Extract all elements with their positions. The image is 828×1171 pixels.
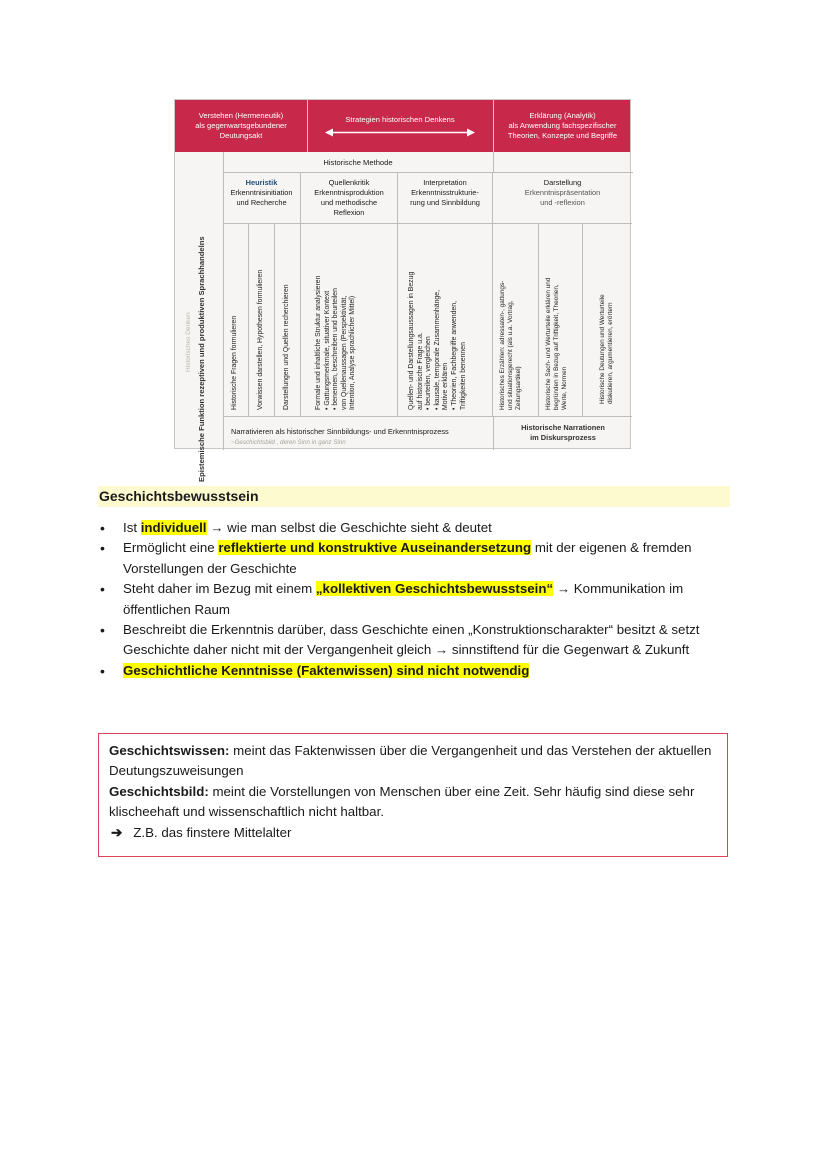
column-line: Historisches Erzählen: adressaten-, gattungs- [499, 280, 506, 410]
step-title: Quellenkritik [328, 178, 370, 187]
historical-thinking-figure [174, 99, 631, 482]
text-run: Beschreibt die Erkenntnis darüber, dass Geschichte einen „Konstruktionscharakter“ besitzt & setzt Geschichte daher nicht mit der Vergangenheit gleich → sinnstiftend für die Gegenwart & Zukunft [123, 622, 700, 658]
column-line: diskutieren, argumentieren, erörtern [607, 302, 614, 404]
step-interpretation [398, 172, 493, 224]
list-item [98, 518, 738, 538]
definition-geschichtsbild [109, 782, 717, 823]
handwritten-note: ~Geschichtsbild , deren Sinn in ganz Sinn [231, 439, 346, 446]
text-run: mit der eigenen & fremden Vorstellungen der Geschichte [123, 540, 692, 576]
column-line: • kausale, temporale Zusammenhänge, [433, 289, 441, 410]
text-run: → Kommunikation im öffentlichen Raum [123, 581, 684, 617]
text-run: Ist [123, 520, 141, 535]
column-text [599, 294, 615, 404]
highlight: reflektierte und konstruktive Auseinandersetzung [218, 540, 532, 556]
column-line: auf historische Frage u.a. [416, 332, 424, 410]
header-right-line: Erklärung (Analytik) [529, 111, 596, 120]
column-line: Quellen- und Darstellungsaussagen in Bezug [408, 271, 415, 410]
column-cell [539, 224, 583, 416]
footer-right-line: im Diskursprozess [530, 433, 596, 442]
example-text: Z.B. das finstere Mittelalter [133, 824, 292, 840]
column-line: Triftigkeiten benennen [459, 342, 467, 410]
definition: meint die Vorstellungen von Menschen über eine Zeit. Sehr häufig sind diese sehr klischeehaft und wissenschaftlich nicht haltbar. [109, 783, 695, 820]
column-line: von Quellenaussagen (Perspektivität, [340, 295, 348, 410]
column-line: Zeitungsartikel) [515, 366, 522, 410]
column-line: Intention, Analyse sprachlicher Mittel) [349, 295, 357, 410]
column-cell [223, 224, 249, 416]
header-right-line: Theorien, Konzepte und Begriffe [507, 131, 618, 140]
highlight: Geschichtliche Kenntnisse (Faktenwissen) sind nicht notwendig [123, 662, 530, 678]
column-line: Darstellungen und Quellen recherchieren [283, 284, 290, 410]
step-quellenkritik [301, 172, 398, 224]
term: Geschichtswissen: [109, 743, 230, 758]
column-line: • Gattungsmerkmale, situativer Kontext [323, 290, 331, 410]
figure-header [175, 100, 630, 152]
column-line: Werte, Normen [561, 366, 568, 410]
footer-left-label: Narrativieren als historischer Sinnbildungs- und Erkenntnisprozess [231, 427, 449, 436]
column-text [408, 272, 468, 410]
step-line: Erkenntnispräsentation [524, 188, 601, 197]
step-line: und methodische [320, 198, 378, 207]
header-left-line: als gegenwartsgebundener [195, 121, 287, 130]
column-line: • benennen, beschreiben und beurteilen [332, 288, 340, 410]
footer-narrativieren [223, 416, 493, 451]
text-run: → wie man selbst die Geschichte sieht & deutet [206, 520, 492, 535]
list-item [98, 538, 738, 579]
step-line: Erkenntnisproduktion [314, 188, 384, 197]
definition-geschichtswissen [109, 741, 717, 782]
column-cell [249, 224, 275, 416]
step-title: Interpretation [423, 178, 467, 187]
column-text [257, 270, 266, 410]
column-line: Historische Deutungen und Werturteile [599, 294, 606, 404]
column-text [545, 278, 569, 410]
column-cell [583, 224, 632, 416]
header-verstehen [175, 100, 307, 152]
step-line: Reflexion [333, 208, 365, 217]
side-faint-label: Historisches Denken [185, 312, 192, 372]
column-text [499, 281, 523, 410]
column-line: und situationsgerecht (als u.a. Vortrag, [507, 300, 514, 410]
header-left-line: Verstehen (Hermeneutik) [198, 111, 284, 120]
step-line: Erkenntnisstrukturie- [411, 188, 479, 197]
step-darstellung [493, 172, 632, 224]
highlight: individuell [140, 520, 207, 535]
section-title: Geschichtsbewusstsein [98, 486, 730, 507]
bullet-list [98, 518, 738, 681]
darstellung-top-cell [493, 152, 633, 173]
footer-right-line: Historische Narrationen [521, 423, 605, 432]
column-cell [398, 224, 493, 416]
term: Geschichtsbild: [109, 783, 209, 799]
list-item [98, 620, 738, 661]
column-cell [275, 224, 301, 416]
column-line: Motive erklären [442, 362, 450, 410]
header-strategien [307, 100, 493, 152]
header-erklaerung [493, 100, 632, 152]
double-arrow-icon [325, 128, 475, 137]
step-line: und -reflexion [540, 198, 585, 207]
header-left-line: Deutungsakt [219, 131, 263, 140]
highlight: „kollektiven Geschichtsbewusstsein“ [315, 581, 554, 597]
text-run: Steht daher im Bezug mit einem [123, 581, 316, 597]
column-line: Historische Sach- und Werturteile erklären und [545, 277, 552, 410]
step-line: und Recherche [236, 198, 287, 207]
definition-box [98, 733, 728, 857]
column-text [231, 316, 240, 410]
column-text [315, 276, 358, 410]
text-run: Ermöglicht eine [123, 540, 219, 556]
step-title: Heuristik [245, 178, 278, 187]
column-line: Vorwissen darstellen, Hypothesen formulieren [257, 269, 264, 410]
column-cell [301, 224, 398, 416]
example-line [109, 823, 717, 843]
side-label: Epistemische Funktion rezeptiven und produktiven Sprachhandelns [197, 236, 206, 482]
list-item [98, 661, 738, 681]
step-heuristik [223, 172, 301, 224]
step-line: Erkenntnisinitiation [230, 188, 293, 197]
column-line: • Theorien, Fachbegriffe anwenden, [450, 300, 458, 410]
step-line: rung und Sinnbildung [410, 198, 480, 207]
column-cell [493, 224, 539, 416]
column-line: Historische Fragen formulieren [231, 315, 238, 410]
arrow-icon: ➔ [111, 824, 123, 840]
column-line: Formale und inhaltliche Struktur analysieren [315, 275, 322, 410]
list-item [98, 579, 738, 620]
method-title: Historische Methode [223, 152, 493, 173]
header-right-line: als Anwendung fachspezifischer [508, 121, 617, 130]
column-line: begründen in Bezug auf Triftigkeit, Theorien, [553, 284, 560, 410]
step-title: Darstellung [543, 178, 582, 187]
side-band [175, 152, 224, 482]
column-line: • beurteilen, vergleichen [425, 336, 433, 410]
definition: meint das Faktenwissen über die Vergangenheit und das Verstehen der aktuellen Deutungszuweisungen [109, 743, 712, 779]
column-text [283, 284, 292, 410]
header-middle-label: Strategien historischen Denkens [345, 115, 455, 124]
footer-narrationen [493, 416, 632, 450]
